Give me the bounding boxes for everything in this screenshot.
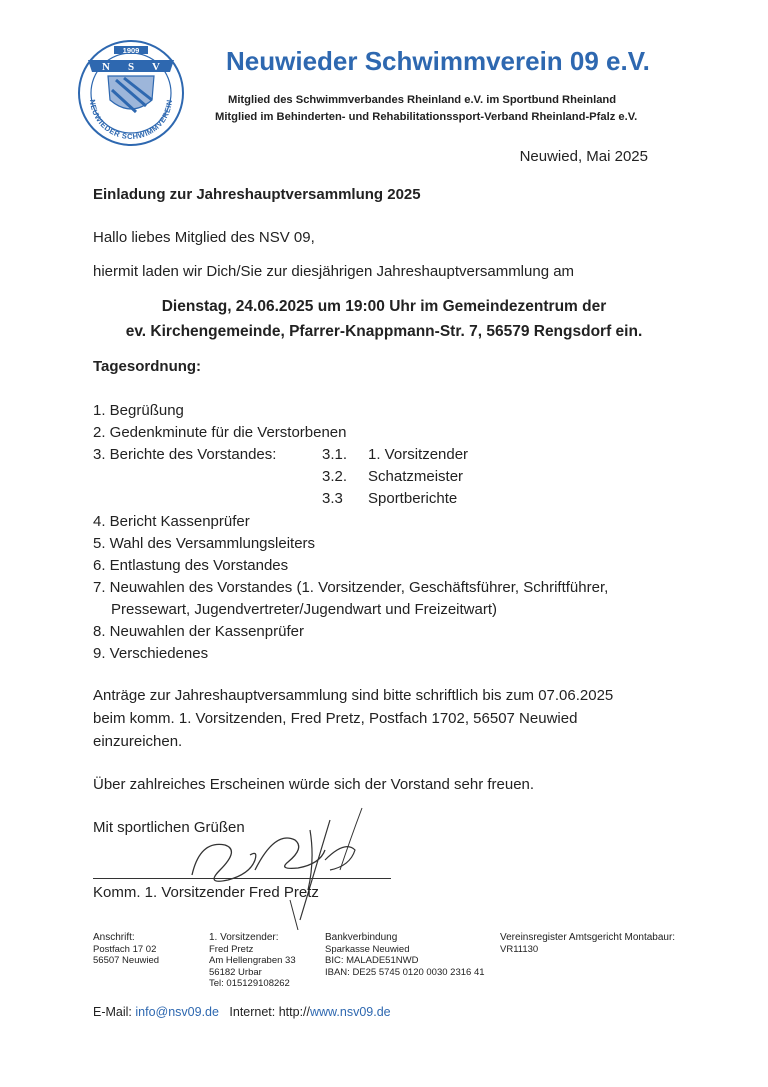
footer-register-title: Vereinsregister Amtsgericht Montabaur: xyxy=(500,932,676,943)
intro-text: hiermit laden wir Dich/Sie zur diesjährigen Jahreshauptversammlung am xyxy=(93,263,575,280)
motions-line-1: Anträge zur Jahreshauptversammlung sind bitte schriftlich bis zum 07.06.2025 xyxy=(93,687,614,704)
agenda-item-7-continued: Pressewart, Jugendvertreter/Jugendwart und Freizeitwart) xyxy=(111,601,498,618)
subject-line: Einladung zur Jahreshauptversammlung 2025 xyxy=(93,186,421,203)
footer-bank xyxy=(325,932,485,978)
greeting: Hallo liebes Mitglied des NSV 09, xyxy=(93,229,315,246)
meeting-line-2: ev. Kirchengemeinde, Pfarrer-Knappmann-Str. 7, 56579 Rengsdorf ein. xyxy=(125,323,643,340)
date-line: Neuwied, Mai 2025 xyxy=(519,148,648,165)
email-link[interactable]: info@nsv09.de xyxy=(135,1005,219,1019)
membership-line-1: Mitglied des Schwimmverbandes Rheinland e.V. im Sportbund Rheinland xyxy=(228,94,617,106)
closing-line: Über zahlreiches Erscheinen würde sich der Vorstand sehr freuen. xyxy=(93,776,535,793)
agenda-item-2: 2. Gedenkminute für die Verstorbenen xyxy=(93,424,347,441)
agenda-title: Tagesordnung: xyxy=(93,358,202,375)
agenda-sub-text: Schatzmeister xyxy=(368,468,464,485)
org-name: Neuwieder Schwimmverein 09 e.V. xyxy=(226,46,650,76)
handwritten-signature xyxy=(180,800,380,930)
agenda-item-1: 1. Begrüßung xyxy=(93,402,184,419)
agenda-sub-number: 3.3 xyxy=(322,490,343,507)
agenda-item-9: 9. Verschiedenes xyxy=(93,645,209,662)
footer-chair xyxy=(209,932,296,990)
signature-line xyxy=(93,878,391,879)
footer-register-line: VR11130 xyxy=(500,943,539,955)
agenda-item-7: 7. Neuwahlen des Vorstandes (1. Vorsitzender, Geschäftsführer, Schriftführer, xyxy=(93,579,609,596)
logo-ring-text: NEUWIEDER SCHWIMMVEREIN xyxy=(87,98,175,142)
footer-chair-line: Am Hellengraben 33 xyxy=(209,955,296,966)
motions-line-2: beim komm. 1. Vorsitzenden, Fred Pretz, Postfach 1702, 56507 Neuwied xyxy=(93,710,578,727)
footer-bank-line: Sparkasse Neuwied xyxy=(325,943,410,955)
web-label: Internet: http:// xyxy=(229,1005,310,1019)
footer-address-line: Postfach 17 02 xyxy=(93,943,157,955)
agenda-item-8: 8. Neuwahlen der Kassenprüfer xyxy=(93,623,304,640)
agenda-sub-number: 3.2. xyxy=(322,468,348,485)
footer-address-line: 56507 Neuwied xyxy=(93,955,160,966)
footer-address-title: Anschrift: xyxy=(93,932,135,943)
agenda-sub-text: 1. Vorsitzender xyxy=(368,446,469,463)
footer-chair-line: 56182 Urbar xyxy=(209,966,262,978)
agenda-sub-number: 3.1. xyxy=(322,446,348,463)
footer-chair-line: Fred Pretz xyxy=(209,943,254,955)
signatory: Komm. 1. Vorsitzender Fred Pretz xyxy=(93,884,319,901)
agenda-sub-text: Sportberichte xyxy=(368,490,458,507)
website-link[interactable]: www.nsv09.de xyxy=(310,1005,391,1019)
logo-year: 1909 xyxy=(122,46,140,55)
logo-letter-v: V xyxy=(152,61,160,73)
motions-line-3: einzureichen. xyxy=(93,733,183,750)
agenda-item-4: 4. Bericht Kassenprüfer xyxy=(93,513,250,530)
footer-bank-line: BIC: MALADE51NWD xyxy=(325,955,419,966)
contact-line xyxy=(93,1005,391,1019)
meeting-line-1: Dienstag, 24.06.2025 um 19:00 Uhr im Gemeindezentrum der xyxy=(161,298,607,315)
footer-address xyxy=(93,932,159,967)
footer-chair-line: Tel: 015129108262 xyxy=(209,978,290,989)
logo-letter-n: N xyxy=(102,61,110,73)
footer-bank-line: IBAN: DE25 5745 0120 0030 2316 41 xyxy=(325,966,485,978)
agenda-item-5: 5. Wahl des Versammlungsleiters xyxy=(93,535,316,552)
membership-line-2: Mitglied im Behinderten- und Rehabilitationssport-Verband Rheinland-Pfalz e.V. xyxy=(215,111,638,123)
agenda-item-3: 3. Berichte des Vorstandes: xyxy=(93,446,277,463)
footer-register xyxy=(500,932,675,955)
email-label: E-Mail: xyxy=(93,1005,132,1019)
agenda-item-6: 6. Entlastung des Vorstandes xyxy=(93,557,289,574)
regards-line: Mit sportlichen Grüßen xyxy=(93,819,245,836)
logo-letter-s: S xyxy=(127,61,135,73)
club-logo xyxy=(76,38,186,148)
footer-chair-title: 1. Vorsitzender: xyxy=(209,932,279,943)
footer-bank-title: Bankverbindung xyxy=(325,932,398,943)
